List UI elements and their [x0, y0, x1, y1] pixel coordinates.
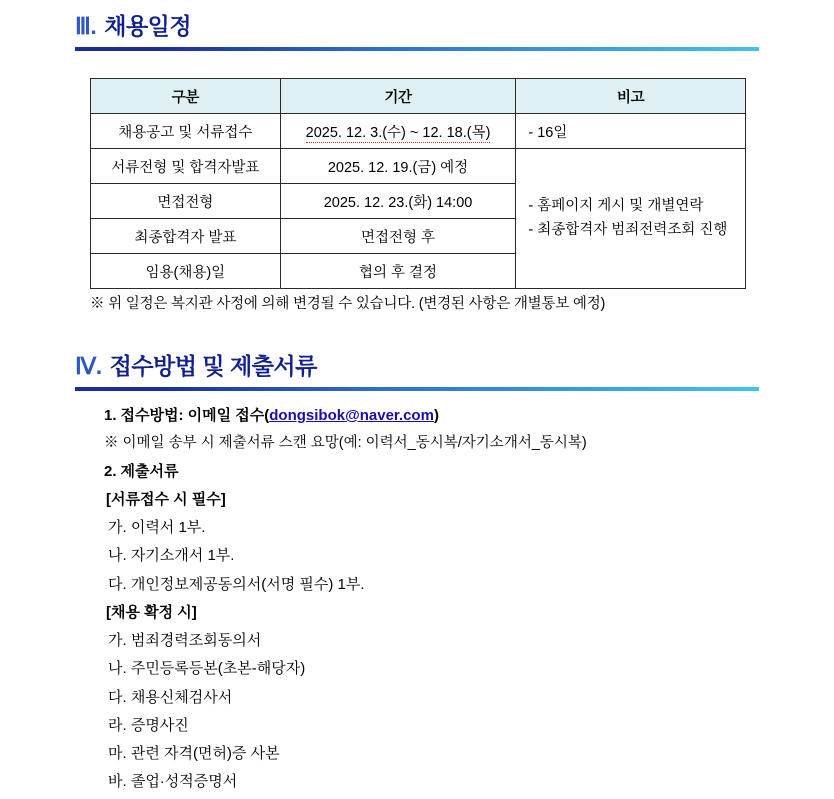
- column-header-remark: 비고: [516, 79, 746, 114]
- table-row: [91, 114, 746, 149]
- hiring-document-item: 나. 주민등록등본(초본-해당자): [108, 660, 306, 678]
- section-4-divider: [75, 387, 759, 391]
- required-document-item: 다. 개인정보제공동의서(서명 필수) 1부.: [108, 575, 365, 593]
- section-heading-3: [75, 8, 759, 51]
- section-heading-4: [75, 348, 759, 391]
- documents-number: 2.: [104, 462, 117, 480]
- cell-period: [280, 114, 516, 149]
- schedule-footnote: ※ 위 일정은 복지관 사정에 의해 변경될 수 있습니다. (변경된 사항은 개별통보 예정): [90, 296, 606, 312]
- application-method-label: 접수방법: 이메일 접수(: [120, 407, 270, 424]
- hiring-documents-heading: [채용 확정 시]: [106, 603, 197, 621]
- cell-category: 서류전형 및 합격자발표: [91, 149, 281, 184]
- remark-line-1: - 홈페이지 게시 및 개별연락: [528, 197, 704, 214]
- table-row: [91, 149, 746, 184]
- required-documents-heading: [서류접수 시 필수]: [106, 490, 226, 508]
- hiring-document-item: 라. 증명사진: [108, 716, 189, 734]
- cell-period: 2025. 12. 23.(화) 14:00: [280, 184, 516, 219]
- section-4-title: 접수방법 및 제출서류: [109, 353, 317, 379]
- cell-period: 면접전형 후: [280, 219, 516, 254]
- section-3-numeral: Ⅲ.: [75, 13, 97, 39]
- application-method-number: 1.: [104, 407, 117, 424]
- application-method-line: [104, 404, 784, 427]
- application-method-close: ): [433, 407, 439, 424]
- column-header-period: 기간: [280, 79, 516, 114]
- documents-label: 제출서류: [120, 462, 179, 480]
- cell-period-text: 2025. 12. 3.(수) ~ 12. 18.(목): [305, 124, 491, 141]
- required-document-item: 가. 이력서 1부.: [108, 519, 206, 537]
- section-3-divider: [75, 47, 759, 51]
- section-3-title: 채용일정: [104, 13, 192, 39]
- hiring-document-item: 마. 관련 자격(면허)증 사본: [108, 745, 280, 763]
- schedule-table-wrapper: [90, 78, 746, 289]
- cell-period: 2025. 12. 19.(금) 예정: [280, 149, 516, 184]
- table-header-row: [91, 79, 746, 114]
- hiring-document-item: 다. 채용신체검사서: [108, 688, 233, 706]
- remark-line-2: - 최종합격자 범죄전력조회 진행: [528, 221, 728, 238]
- hiring-document-item: 바. 졸업·성적증명서: [108, 773, 238, 791]
- cell-category: 최종합격자 발표: [91, 219, 281, 254]
- email-note: ※ 이메일 송부 시 제출서류 스캔 요망(예: 이력서_동시복/자기소개서_동시복): [104, 435, 587, 452]
- schedule-table: [90, 78, 746, 289]
- documents-line: [104, 460, 784, 483]
- cell-category: 임용(채용)일: [91, 254, 281, 289]
- required-document-item: 나. 자기소개서 1부.: [108, 547, 235, 565]
- hiring-document-item: 가. 범죄경력조회동의서: [108, 632, 262, 650]
- column-header-category: 구분: [91, 79, 281, 114]
- cell-remark-merged: [516, 149, 746, 289]
- email-link[interactable]: dongsibok@naver.com: [269, 407, 434, 424]
- submission-details: [104, 404, 784, 799]
- section-4-numeral: Ⅳ.: [75, 353, 102, 379]
- cell-category: 면접전형: [91, 184, 281, 219]
- cell-category: 채용공고 및 서류접수: [91, 114, 281, 149]
- cell-remark: - 16일: [516, 114, 746, 149]
- cell-period: 협의 후 결정: [280, 254, 516, 289]
